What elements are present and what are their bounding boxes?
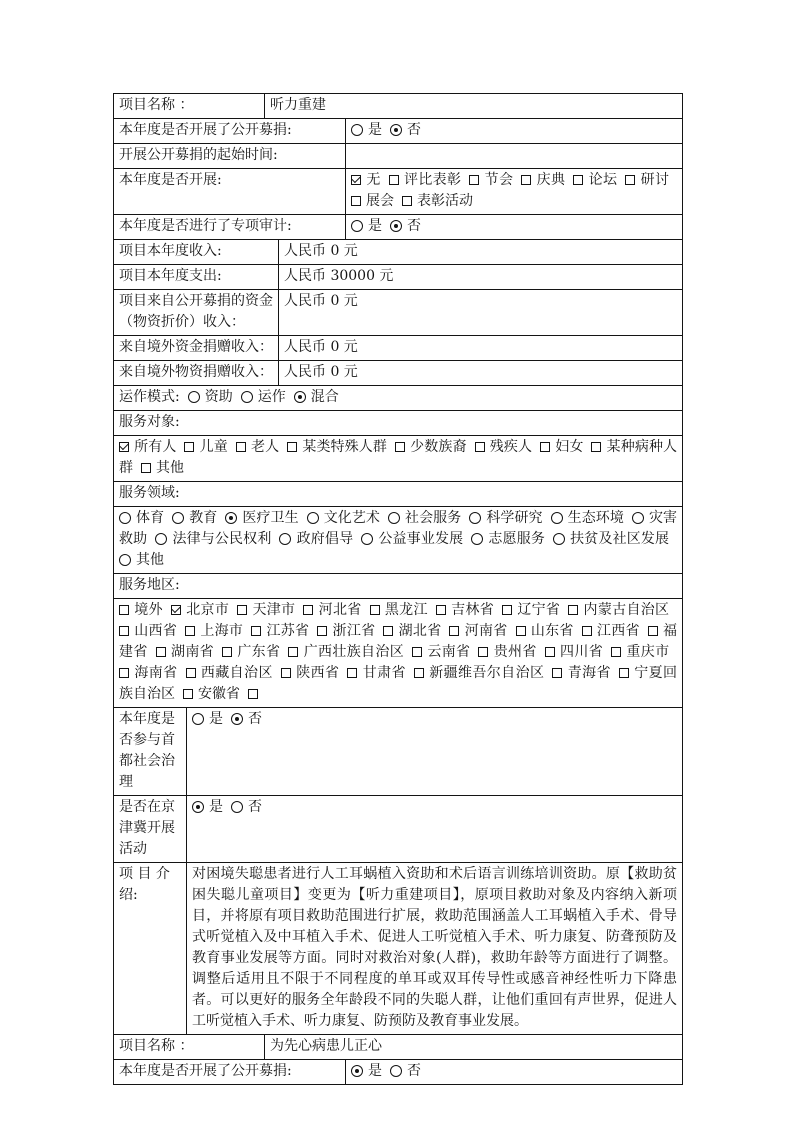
- option-label: 政府倡导: [296, 531, 354, 547]
- checkbox-unchecked-icon[interactable]: [502, 605, 512, 615]
- option-label: 湖南省: [170, 644, 215, 660]
- checkbox-unchecked-icon[interactable]: [389, 175, 399, 185]
- option-label: 境外: [134, 602, 163, 618]
- checkbox-option[interactable]: [281, 665, 340, 681]
- option-label: 贵州省: [493, 644, 537, 660]
- option-label: 无: [366, 172, 381, 188]
- option-label: 否: [407, 1063, 421, 1079]
- row-service-target-title: [114, 411, 682, 436]
- field-label: 本年度是否开展:: [114, 169, 346, 214]
- radio-unselected-icon[interactable]: [351, 124, 363, 136]
- section-label: 服务领域:: [119, 485, 180, 501]
- option-label: 老人: [250, 439, 280, 455]
- radio-selected-icon[interactable]: [225, 512, 237, 524]
- field-value: 人民币 30000 元: [284, 268, 394, 284]
- field-label: 项目本年度支出:: [114, 265, 279, 289]
- checkbox-unchecked-icon[interactable]: [317, 626, 327, 636]
- checkbox-option[interactable]: [389, 172, 462, 188]
- row-jing-jin-ji-activities: [114, 796, 682, 863]
- option-label: 其他: [136, 552, 164, 568]
- option-label: 体育: [136, 510, 165, 526]
- option-label: 科学研究: [486, 510, 543, 526]
- checkbox-unchecked-icon[interactable]: [395, 442, 405, 452]
- checkbox-option[interactable]: [573, 172, 617, 188]
- row-fundraising-start-time: [114, 144, 682, 169]
- checkbox-unchecked-icon[interactable]: [351, 196, 361, 206]
- checkbox-option[interactable]: [236, 439, 279, 455]
- radio-option[interactable]: [469, 510, 542, 526]
- option-label: 混合: [310, 389, 339, 405]
- option-label: 西藏自治区: [200, 665, 273, 681]
- option-label: 医疗卫生: [242, 510, 299, 526]
- radio-option[interactable]: [390, 122, 421, 138]
- checkbox-option[interactable]: [351, 172, 381, 188]
- option-label: 公益事业发展: [378, 531, 464, 547]
- radio-option[interactable]: [188, 389, 233, 405]
- radio-option[interactable]: [390, 1063, 421, 1079]
- field-label: 本年度是否开展了公开募捐:: [114, 119, 346, 143]
- checkbox-unchecked-icon[interactable]: [183, 689, 193, 699]
- checkbox-unchecked-icon[interactable]: [119, 626, 129, 636]
- field-value: 人民币 0 元: [284, 339, 358, 355]
- checkbox-unchecked-icon[interactable]: [119, 605, 129, 615]
- section-label: 服务地区:: [119, 577, 180, 593]
- checkbox-option[interactable]: [370, 602, 428, 618]
- checkbox-option[interactable]: [156, 644, 214, 660]
- option-group: [114, 436, 682, 481]
- field-value: [114, 386, 682, 410]
- option-label: 生态环境: [567, 510, 624, 526]
- checkbox-unchecked-icon[interactable]: [414, 668, 424, 678]
- radio-unselected-icon[interactable]: [279, 533, 291, 545]
- row-project-name: [114, 94, 682, 119]
- field-label: 项目名称 ：: [114, 94, 265, 118]
- radio-unselected-icon[interactable]: [390, 1065, 402, 1077]
- checkbox-option[interactable]: [119, 602, 163, 618]
- option-label: 河北省: [318, 602, 362, 618]
- checkbox-unchecked-icon[interactable]: [222, 647, 232, 657]
- checkbox-option[interactable]: [625, 172, 669, 188]
- option-label: 广东省: [237, 644, 281, 660]
- radio-unselected-icon[interactable]: [231, 801, 243, 813]
- radio-unselected-icon[interactable]: [351, 220, 363, 232]
- checkbox-option[interactable]: [545, 644, 603, 660]
- row-service-region-title: [114, 574, 682, 599]
- option-label: 陕西省: [295, 665, 340, 681]
- option-group: [114, 599, 682, 707]
- option-label: 表彰活动: [417, 193, 473, 209]
- option-label: 法律与公民权利: [172, 531, 272, 547]
- radio-unselected-icon[interactable]: [469, 512, 481, 524]
- row-special-audit: [114, 215, 682, 240]
- option-label: 否: [248, 711, 262, 727]
- option-label: 是: [209, 799, 223, 815]
- option-group: [346, 1060, 682, 1084]
- option-label: 教育: [189, 510, 218, 526]
- checkbox-option[interactable]: [141, 460, 184, 476]
- row-project-name-2: [114, 1035, 682, 1060]
- checkbox-option[interactable]: [516, 623, 574, 639]
- option-group: [346, 215, 682, 239]
- checkbox-unchecked-icon[interactable]: [370, 605, 380, 615]
- radio-unselected-icon[interactable]: [241, 391, 253, 403]
- checkbox-checked-icon[interactable]: [171, 605, 181, 615]
- option-group: [188, 389, 339, 405]
- checkbox-option[interactable]: [251, 623, 309, 639]
- option-label: 资助: [204, 389, 233, 405]
- checkbox-option[interactable]: [119, 623, 177, 639]
- checkbox-option[interactable]: [521, 172, 565, 188]
- radio-option[interactable]: [241, 389, 286, 405]
- row-service-region-options: [114, 599, 682, 708]
- checkbox-checked-icon[interactable]: [351, 175, 361, 185]
- field-label: 开展公开募捐的起始时间:: [114, 144, 346, 168]
- radio-option[interactable]: [231, 711, 262, 727]
- field-value: 为先心病患儿正心: [270, 1038, 382, 1054]
- checkbox-option[interactable]: [469, 172, 513, 188]
- option-label: 庆典: [536, 172, 566, 188]
- checkbox-option[interactable]: [237, 602, 295, 618]
- radio-option[interactable]: [388, 510, 461, 526]
- checkbox-checked-icon[interactable]: [119, 442, 129, 452]
- checkbox-option[interactable]: [540, 439, 583, 455]
- checkbox-option[interactable]: [347, 665, 406, 681]
- option-label: 江西省: [596, 623, 640, 639]
- option-label: 展会: [366, 193, 394, 209]
- checkbox-unchecked-icon[interactable]: [478, 647, 488, 657]
- field-label: 项目来自公开募捐的资金（物资折价）收入：: [114, 290, 279, 335]
- field-label: 是否在京津冀开展活动: [114, 796, 187, 862]
- checkbox-unchecked-icon[interactable]: [619, 668, 629, 678]
- radio-option[interactable]: [155, 531, 271, 547]
- option-label: 儿童: [199, 439, 228, 455]
- option-label: 妇女: [555, 439, 584, 455]
- checkbox-option[interactable]: [171, 602, 229, 618]
- option-label: 宁夏回族自治区: [119, 665, 678, 702]
- option-label: 否: [407, 122, 421, 138]
- radio-option[interactable]: [225, 510, 298, 526]
- checkbox-unchecked-icon[interactable]: [591, 442, 601, 452]
- option-label: 新疆维吾尔自治区: [428, 665, 545, 681]
- radio-option[interactable]: [307, 510, 380, 526]
- radio-option[interactable]: [192, 711, 223, 727]
- field-value: 人民币 0 元: [284, 364, 358, 380]
- checkbox-unchecked-icon[interactable]: [545, 647, 555, 657]
- option-label: 辽宁省: [517, 602, 561, 618]
- checkbox-unchecked-icon[interactable]: [552, 668, 562, 678]
- checkbox-unchecked-icon[interactable]: [156, 647, 166, 657]
- option-label: 吉林省: [450, 602, 495, 618]
- radio-unselected-icon[interactable]: [119, 512, 131, 524]
- checkbox-option[interactable]: [449, 623, 507, 639]
- row-overseas-fund-donation-income: [114, 336, 682, 361]
- field-value: 人民币 0 元: [284, 243, 358, 259]
- radio-option[interactable]: [551, 510, 624, 526]
- radio-option[interactable]: [390, 218, 421, 234]
- field-label: 本年度是否参与首都社会治理: [114, 708, 187, 795]
- option-label: 上海市: [200, 623, 244, 639]
- checkbox-unchecked-icon[interactable]: [119, 668, 129, 678]
- checkbox-unchecked-icon[interactable]: [251, 626, 261, 636]
- radio-option[interactable]: [351, 1063, 382, 1079]
- radio-option[interactable]: [119, 552, 164, 568]
- field-value: 人民币 0 元: [284, 293, 358, 309]
- option-label: 少数族裔: [410, 439, 467, 455]
- radio-unselected-icon[interactable]: [192, 713, 204, 725]
- checkbox-option[interactable]: [351, 193, 394, 209]
- option-label: 文化艺术: [323, 510, 380, 526]
- option-label: 山西省: [134, 623, 178, 639]
- checkbox-unchecked-icon[interactable]: [516, 626, 526, 636]
- checkbox-option[interactable]: [185, 623, 243, 639]
- checkbox-unchecked-icon[interactable]: [347, 668, 357, 678]
- row-public-fundraising-income: [114, 290, 682, 336]
- checkbox-unchecked-icon[interactable]: [469, 175, 479, 185]
- radio-option[interactable]: [294, 389, 339, 405]
- checkbox-unchecked-icon[interactable]: [141, 463, 151, 473]
- radio-option[interactable]: [471, 531, 545, 547]
- row-activities-this-year: [114, 169, 682, 215]
- checkbox-unchecked-icon[interactable]: [573, 175, 583, 185]
- checkbox-unchecked-icon[interactable]: [611, 647, 621, 657]
- option-label: 评比表彰: [403, 172, 462, 188]
- checkbox-option[interactable]: [582, 623, 640, 639]
- radio-unselected-icon[interactable]: [361, 533, 373, 545]
- option-group: [187, 708, 682, 795]
- radio-unselected-icon[interactable]: [172, 512, 184, 524]
- radio-selected-icon[interactable]: [390, 124, 402, 136]
- field-label: 项目本年度收入:: [114, 240, 279, 264]
- option-label: 天津市: [252, 602, 296, 618]
- row-project-introduction: [114, 863, 682, 1035]
- checkbox-option[interactable]: [303, 602, 361, 618]
- radio-option[interactable]: [361, 531, 463, 547]
- option-label: 福建省: [119, 623, 678, 660]
- checkbox-unchecked-icon[interactable]: [568, 605, 578, 615]
- option-label: 浙江省: [332, 623, 376, 639]
- field-label: 项目名称 ：: [114, 1035, 265, 1059]
- field-value: 听力重建: [270, 97, 326, 113]
- checkbox-unchecked-icon[interactable]: [185, 626, 195, 636]
- checkbox-option[interactable]: [119, 439, 176, 455]
- option-label: 残疾人: [489, 439, 533, 455]
- option-label: 灾害救助: [119, 510, 678, 547]
- row-operation-mode: [114, 386, 682, 411]
- option-group: [114, 507, 682, 573]
- checkbox-option[interactable]: [395, 439, 467, 455]
- checkbox-option[interactable]: [611, 644, 669, 660]
- radio-unselected-icon[interactable]: [307, 512, 319, 524]
- field-label: 本年度是否进行了专项审计:: [114, 215, 346, 239]
- document-page: [113, 93, 683, 1085]
- row-service-field-title: [114, 482, 682, 507]
- radio-unselected-icon[interactable]: [553, 533, 565, 545]
- checkbox-unchecked-icon[interactable]: [184, 442, 194, 452]
- option-label: 云南省: [427, 644, 471, 660]
- project-report-form: [113, 93, 683, 1085]
- checkbox-unchecked-icon[interactable]: [288, 647, 298, 657]
- radio-unselected-icon[interactable]: [471, 533, 483, 545]
- checkbox-unchecked-icon[interactable]: [582, 626, 592, 636]
- checkbox-option[interactable]: [288, 644, 404, 660]
- radio-selected-icon[interactable]: [294, 391, 306, 403]
- option-label: 其他: [156, 460, 184, 476]
- option-label: 否: [407, 218, 421, 234]
- checkbox-option[interactable]: [502, 602, 560, 618]
- radio-option[interactable]: [172, 510, 217, 526]
- checkbox-unchecked-icon[interactable]: [412, 647, 422, 657]
- checkbox-unchecked-icon[interactable]: [186, 668, 196, 678]
- option-label: 内蒙古自治区: [583, 602, 670, 618]
- checkbox-option[interactable]: [222, 644, 280, 660]
- radio-selected-icon[interactable]: [351, 1065, 363, 1077]
- checkbox-option[interactable]: [402, 193, 473, 209]
- radio-unselected-icon[interactable]: [119, 554, 131, 566]
- checkbox-unchecked-icon[interactable]: [303, 605, 313, 615]
- option-label: 安徽省: [198, 686, 240, 702]
- checkbox-option[interactable]: [119, 665, 178, 681]
- field-label: 本年度是否开展了公开募捐:: [114, 1060, 346, 1084]
- option-label: 青海省: [567, 665, 611, 681]
- checkbox-unchecked-icon[interactable]: [648, 626, 658, 636]
- option-label: 某类特殊人群: [302, 439, 388, 455]
- checkbox-option[interactable]: [436, 602, 494, 618]
- option-label: 扶贫及社区发展: [570, 531, 670, 547]
- section-label: 服务对象:: [119, 414, 180, 430]
- radio-option[interactable]: [119, 510, 164, 526]
- option-group: [346, 119, 682, 143]
- field-label: 项 目 介 绍:: [114, 863, 187, 1034]
- option-label: 所有人: [134, 439, 177, 455]
- field-value: 对困境失聪患者进行人工耳蜗植入资助和术后语言训练培训资助。原【救助贫困失聪儿童项目】变更为【听力重建项目】，原项目救助对象及内容纳入新项目，并将原有项目救助范围进行扩展，救助范围涵盖人工耳蜗植入手术、骨导式听觉植入及中耳植入手术、促进人工听觉植入手术、听力康复、防聋预防及教育事业发展等方面。同时对救治对象(人群)，救助年龄等方面进行了调整。调整后适用且不限于不同程度的单耳或双耳传导性或感音神经性听力下降患者。可以更好的服务全年龄段不同的失聪人群，让他们重回有声世界，促进人工听觉植入手术、听力康复、防预防及教育事业发展。: [192, 866, 677, 1029]
- checkbox-option[interactable]: [184, 439, 227, 455]
- radio-unselected-icon[interactable]: [632, 512, 644, 524]
- radio-unselected-icon[interactable]: [388, 512, 400, 524]
- field-label: 来自境外资金捐赠收入：: [114, 336, 279, 360]
- radio-option[interactable]: [231, 799, 262, 815]
- radio-unselected-icon[interactable]: [155, 533, 167, 545]
- row-public-fundraising: [114, 119, 682, 144]
- checkbox-unchecked-icon[interactable]: [521, 175, 531, 185]
- option-label: 山东省: [530, 623, 574, 639]
- radio-option[interactable]: [192, 799, 223, 815]
- checkbox-option[interactable]: [183, 686, 240, 702]
- checkbox-unchecked-icon[interactable]: [449, 626, 459, 636]
- option-label: 重庆市: [626, 644, 670, 660]
- option-label: 志愿服务: [488, 531, 546, 547]
- option-group: [346, 169, 682, 214]
- radio-option[interactable]: [553, 531, 669, 547]
- checkbox-option[interactable]: [475, 439, 532, 455]
- radio-option[interactable]: [351, 122, 382, 138]
- option-label: 某种病种人群: [119, 439, 678, 476]
- radio-selected-icon[interactable]: [192, 801, 204, 813]
- checkbox-unchecked-icon[interactable]: [436, 605, 446, 615]
- option-label: 河南省: [464, 623, 508, 639]
- checkbox-unchecked-icon[interactable]: [402, 196, 412, 206]
- option-label: 是: [368, 122, 382, 138]
- radio-selected-icon[interactable]: [231, 713, 243, 725]
- option-label: 社会服务: [405, 510, 462, 526]
- option-label: 是: [368, 1063, 382, 1079]
- checkbox-unchecked-icon[interactable]: [287, 442, 297, 452]
- option-label: 四川省: [559, 644, 604, 660]
- checkbox-option[interactable]: [186, 665, 273, 681]
- row-service-field-options: [114, 507, 682, 574]
- radio-selected-icon[interactable]: [390, 220, 402, 232]
- option-label: 江苏省: [266, 623, 310, 639]
- option-label: 节会: [484, 172, 514, 188]
- option-label: 甘肃省: [362, 665, 406, 681]
- checkbox-option[interactable]: [478, 644, 536, 660]
- checkbox-option[interactable]: [317, 623, 375, 639]
- checkbox-unchecked-icon[interactable]: [248, 689, 258, 699]
- option-label: 广西壮族自治区: [303, 644, 405, 660]
- checkbox-option[interactable]: [383, 623, 441, 639]
- checkbox-option[interactable]: [552, 665, 611, 681]
- checkbox-option[interactable]: [414, 665, 544, 681]
- option-label: 海南省: [134, 665, 178, 681]
- checkbox-unchecked-icon[interactable]: [625, 175, 635, 185]
- option-label: 湖北省: [398, 623, 442, 639]
- checkbox-option[interactable]: [412, 644, 470, 660]
- checkbox-unchecked-icon[interactable]: [540, 442, 550, 452]
- radio-unselected-icon[interactable]: [551, 512, 563, 524]
- field-value[interactable]: [346, 144, 682, 168]
- row-public-fundraising-2: [114, 1060, 682, 1084]
- row-annual-income: [114, 240, 682, 265]
- checkbox-unchecked-icon[interactable]: [475, 442, 485, 452]
- row-service-target-options: [114, 436, 682, 482]
- option-label: 是: [368, 218, 382, 234]
- field-label: 来自境外物资捐赠收入：: [114, 361, 279, 385]
- radio-unselected-icon[interactable]: [188, 391, 200, 403]
- option-label: 运作: [257, 389, 286, 405]
- option-label: 是: [209, 711, 223, 727]
- row-annual-expenditure: [114, 265, 682, 290]
- checkbox-option[interactable]: [287, 439, 387, 455]
- checkbox-unchecked-icon[interactable]: [383, 626, 393, 636]
- checkbox-unchecked-icon[interactable]: [237, 605, 247, 615]
- row-capital-social-governance: [114, 708, 682, 796]
- checkbox-unchecked-icon[interactable]: [236, 442, 246, 452]
- radio-option[interactable]: [351, 218, 382, 234]
- checkbox-option[interactable]: [248, 686, 263, 702]
- checkbox-unchecked-icon[interactable]: [281, 668, 291, 678]
- option-label: 研讨: [640, 172, 670, 188]
- checkbox-option[interactable]: [568, 602, 669, 618]
- field-label: 运作模式:: [119, 389, 180, 405]
- radio-option[interactable]: [279, 531, 353, 547]
- option-group: [187, 796, 682, 862]
- option-label: 北京市: [185, 602, 230, 618]
- option-label: 论坛: [588, 172, 618, 188]
- option-label: 黑龙江: [384, 602, 428, 618]
- row-overseas-material-donation-income: [114, 361, 682, 386]
- option-label: 否: [248, 799, 262, 815]
